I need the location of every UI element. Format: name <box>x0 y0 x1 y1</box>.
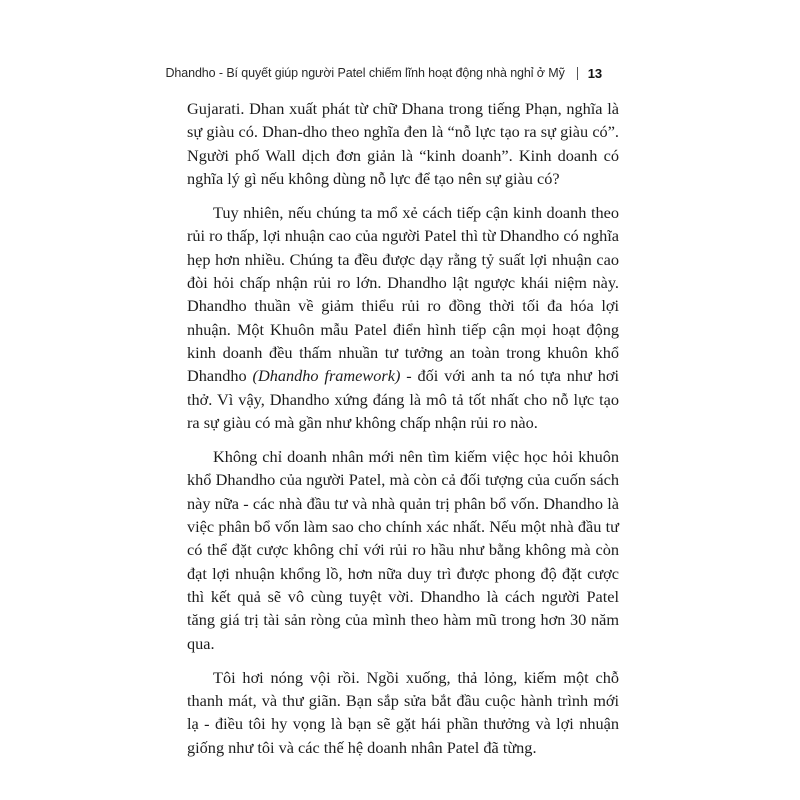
running-title: Dhandho - Bí quyết giúp người Patel chiếm lĩnh hoạt động nhà nghỉ ở Mỹ <box>165 66 565 80</box>
paragraph-2-italic: (Dhandho framework) <box>252 366 401 386</box>
paragraph-4: Tôi hơi nóng vội rồi. Ngồi xuống, thả lỏng, kiếm một chỗ thanh mát, và thư giãn. Bạn sắp sửa bắt đầu cuộc hành trình mới lạ - điều tôi hy vọng là bạn sẽ gặt hái phần thưởng và lợi nhuận giống như tôi và các thế hệ doanh nhân Patel đã từng. <box>187 667 619 757</box>
paragraph-2-text-a: Tuy nhiên, nếu chúng ta mổ xẻ cách tiếp cận kinh doanh theo rủi ro thấp, lợi nhuận cao của người Patel thì từ Dhandho có nghĩa hẹp hơn nhiều. Chúng ta đều được dạy rằng tỷ suất lợi nhuận cao đòi hỏi chấp nhận rủi ro lớn. Dhandho lật ngược khái niệm này. Dhandho thuần về giảm thiểu rủi ro đồng thời tối đa hóa lợi nhuận. Một Khuôn mẫu Patel điển hình tiếp cận mọi hoạt động kinh doanh đều thấm nhuần tư tưởng an toàn trong khuôn khổ Dhandho <box>187 203 619 386</box>
paragraph-2-text-b: - đối với anh ta nó tựa như hơi thở. Vì vậy, Dhandho xứng đáng là mô tả tốt nhất cho nỗ lực tạo ra sự giàu có mà gần như không chấp nhận rủi ro nào. <box>187 366 619 432</box>
page-number: 13 <box>587 65 602 81</box>
paragraph-2 <box>187 201 619 434</box>
body-text <box>187 97 619 770</box>
paragraph-3: Không chỉ doanh nhân mới nên tìm kiếm việc học hỏi khuôn khổ Dhandho của người Patel, mà còn cả đối tượng của cuốn sách này nữa - các nhà đầu tư và nhà quản trị phân bổ vốn. Dhandho là việc phân bổ vốn làm sao cho chính xác nhất. Nếu một nhà đầu tư có thể đặt cược không chỉ với rủi ro hầu như bằng không mà còn đạt lợi nhuận khổng lồ, hơn nữa duy trì được phong độ đặt cược thì kết quả sẽ vô cùng tuyệt vời. Dhandho là cách người Patel tăng giá trị tài sản ròng của mình theo hàm mũ trong hơn 30 năm qua. <box>187 447 619 653</box>
running-header <box>165 63 602 83</box>
paragraph-1: Gujarati. Dhan xuất phát từ chữ Dhana trong tiếng Phạn, nghĩa là sự giàu có. Dhan-dho theo nghĩa đen là “nỗ lực tạo ra sự giàu có”. Người phố Wall dịch đơn giản là “kinh doanh”. Kinh doanh có nghĩa lý gì nếu không dùng nỗ lực để tạo nên sự giàu có? <box>187 99 619 188</box>
header-divider <box>577 67 578 80</box>
